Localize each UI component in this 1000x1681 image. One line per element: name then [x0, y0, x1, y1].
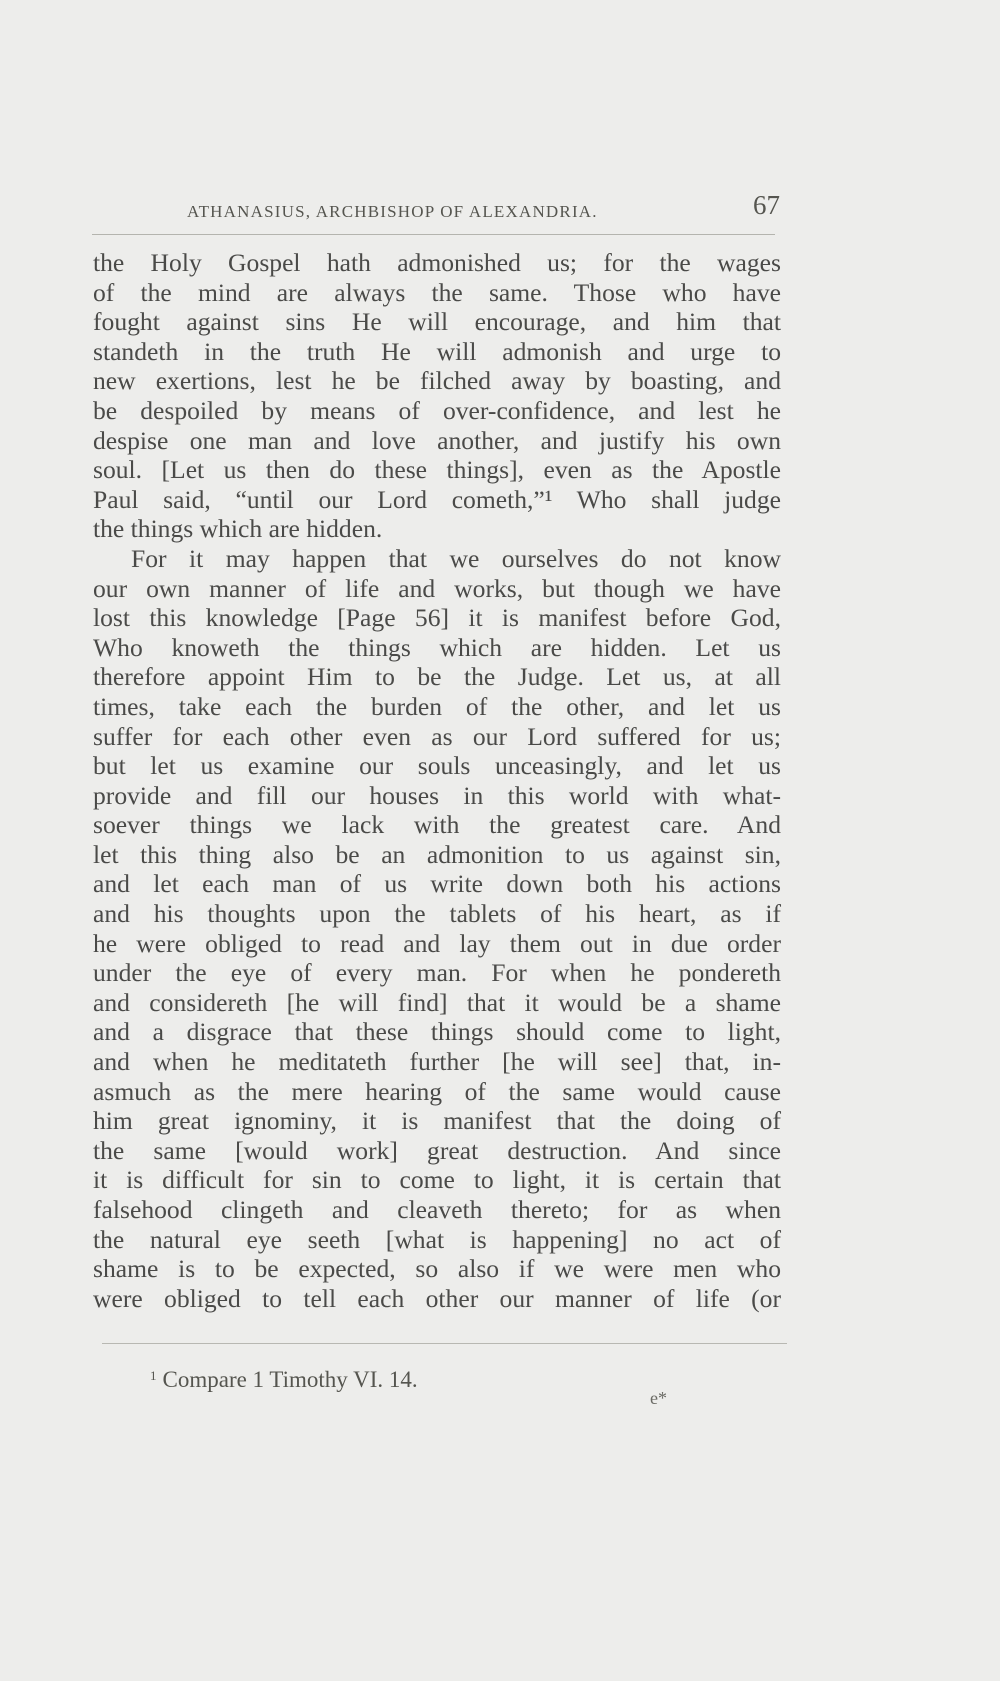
running-title: ATHANASIUS, ARCHBISHOP OF ALEXANDRIA.	[187, 202, 598, 221]
text-line: and considereth [he will find] that it would be a shame	[93, 987, 781, 1017]
text-line: new exertions, lest he be filched away by boasting, and	[93, 366, 781, 396]
text-line: under the eye of every man. For when he pondereth	[93, 958, 781, 988]
text-line: and when he meditateth further [he will see] that, in-	[93, 1047, 781, 1077]
text-line: suffer for each other even as our Lord suffered for us;	[93, 721, 781, 751]
text-line: Who knoweth the things which are hidden. Let us	[93, 632, 781, 662]
text-line: the natural eye seeth [what is happening] no act of	[93, 1224, 781, 1254]
text-line: of the mind are always the same. Those who have	[93, 277, 781, 307]
text-line: our own manner of life and works, but though we have	[93, 573, 781, 603]
text-line: him great ignominy, it is manifest that the doing of	[93, 1106, 781, 1136]
text-line: the same [would work] great destruction. And since	[93, 1135, 781, 1165]
footnote	[150, 1367, 418, 1393]
text-line: were obliged to tell each other our manner of life (or	[93, 1283, 781, 1313]
text-line: he were obliged to read and lay them out in due order	[93, 928, 781, 958]
text-line: be despoiled by means of over-confidence, and lest he	[93, 395, 781, 425]
text-line: standeth in the truth He will admonish and urge to	[93, 336, 781, 366]
text-line: the things which are hidden.	[93, 514, 383, 544]
text-line: therefore appoint Him to be the Judge. Let us, at all	[93, 662, 781, 692]
text-line: but let us examine our souls unceasingly, and let us	[93, 751, 781, 781]
text-line: and let each man of us write down both his actions	[93, 869, 781, 899]
text-line: despise one man and love another, and justify his own	[93, 425, 781, 455]
footnote-marker: 1	[150, 1368, 157, 1383]
text-line: and a disgrace that these things should come to light,	[93, 1017, 781, 1047]
text-line: fought against sins He will encourage, and him that	[93, 307, 781, 337]
header-rule	[92, 234, 775, 235]
running-head	[90, 192, 780, 232]
text-line: soever things we lack with the greatest care. And	[93, 810, 781, 840]
body-text	[93, 248, 781, 1313]
text-line: provide and fill our houses in this world with what-	[93, 780, 781, 810]
page-number: 67	[753, 190, 780, 220]
text-line: Paul said, “until our Lord cometh,”¹ Who shall judge	[93, 484, 781, 514]
footnote-text: Compare 1 Timothy VI. 14.	[162, 1367, 418, 1392]
text-line: falsehood clingeth and cleaveth thereto; for as when	[93, 1195, 781, 1224]
signature-mark: e*	[650, 1388, 667, 1408]
footnote-rule	[102, 1343, 787, 1344]
text-line: times, take each the burden of the other, and let us	[93, 691, 781, 721]
text-line: shame is to be expected, so also if we were men who	[93, 1254, 781, 1284]
text-line: it is difficult for sin to come to light, it is certain that	[93, 1165, 781, 1195]
text-line: and his thoughts upon the tablets of his heart, as if	[93, 899, 781, 929]
text-line: asmuch as the mere hearing of the same would cause	[93, 1076, 781, 1106]
text-line: let this thing also be an admonition to us against sin,	[93, 839, 781, 869]
text-line: soul. [Let us then do these things], even as the Apostle	[93, 455, 781, 485]
text-line: lost this knowledge [Page 56] it is manifest before God,	[93, 603, 781, 633]
text-line: For it may happen that we ourselves do not know	[131, 543, 781, 573]
text-line: the Holy Gospel hath admonished us; for the wages	[93, 248, 781, 277]
